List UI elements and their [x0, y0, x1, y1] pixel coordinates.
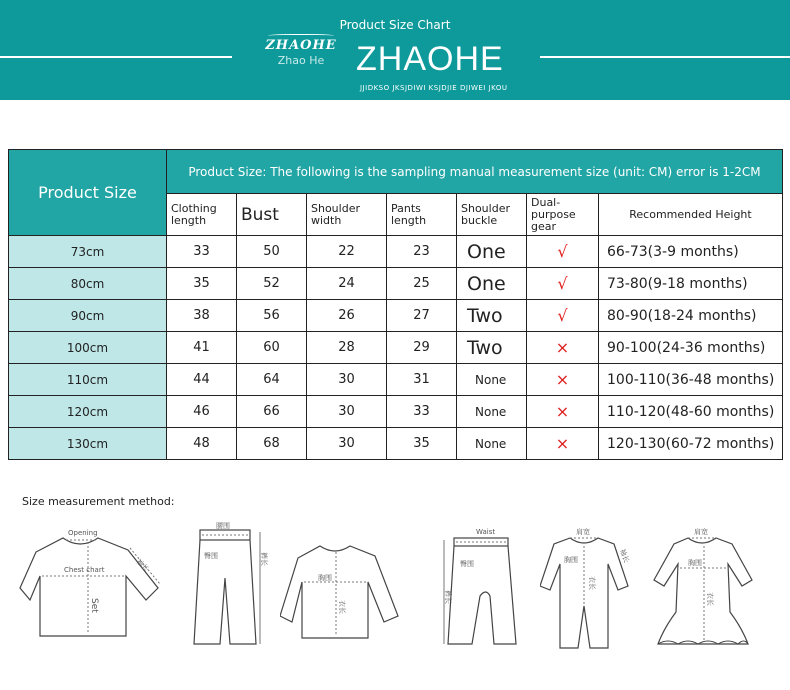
clothing-length-value: 41 — [167, 332, 237, 364]
table-row — [9, 236, 783, 268]
pants-length-value: 35 — [387, 428, 457, 460]
shoulder-width-value: 26 — [307, 300, 387, 332]
height-value: 80-90(18-24 months) — [599, 300, 783, 332]
bust-value: 50 — [237, 236, 307, 268]
banner-divider-left — [0, 56, 232, 58]
logo-text: ZHAOHE — [265, 38, 337, 53]
pants-length-value: 29 — [387, 332, 457, 364]
romper-label-shoulder: 肩宽 — [576, 528, 590, 536]
cross-icon: × — [527, 396, 599, 428]
col-header-recommended-height: Recommended Height — [599, 194, 783, 236]
tshirt-label-chest: Chest chart — [64, 566, 105, 574]
col-header-shoulder-width: Shoulder width — [307, 194, 387, 236]
pants-label-hip: 臀围 — [204, 552, 218, 560]
romper-label-length: 衣长 — [588, 576, 596, 590]
pants-length-value: 23 — [387, 236, 457, 268]
bust-value: 56 — [237, 300, 307, 332]
dress-label-length: 衣长 — [706, 592, 714, 606]
size-label: 110cm — [9, 364, 167, 396]
pants-length-value: 25 — [387, 268, 457, 300]
clothing-length-value: 44 — [167, 364, 237, 396]
table-note-row — [9, 150, 783, 194]
buckle-value: One — [457, 268, 527, 300]
romper-diagram-icon — [540, 526, 640, 654]
bust-value: 64 — [237, 364, 307, 396]
size-label: 90cm — [9, 300, 167, 332]
pants-label-length: 裤长 — [260, 552, 268, 566]
tshirt-label-length: Set — [89, 598, 99, 613]
table-row — [9, 428, 783, 460]
clothing-length-value: 33 — [167, 236, 237, 268]
check-icon: √ — [527, 300, 599, 332]
shoulder-width-value: 30 — [307, 396, 387, 428]
height-value: 66-73(3-9 months) — [599, 236, 783, 268]
size-label: 120cm — [9, 396, 167, 428]
clothing-length-value: 46 — [167, 396, 237, 428]
romper-label-chest: 胸围 — [564, 556, 578, 564]
bust-value: 68 — [237, 428, 307, 460]
tshirt-diagram-icon — [18, 528, 168, 643]
logo — [262, 38, 340, 72]
col-header-shoulder-buckle: Shoulder buckle — [457, 194, 527, 236]
table-row — [9, 332, 783, 364]
pants-label-waist: 腰围 — [216, 522, 230, 530]
chart-title: Product Size Chart — [339, 18, 451, 32]
tshirt-label-opening: Opening — [68, 529, 98, 537]
clothing-length-value: 48 — [167, 428, 237, 460]
clothing-length-value: 35 — [167, 268, 237, 300]
height-value: 90-100(24-36 months) — [599, 332, 783, 364]
brand-tagline: JJIDKSO JKSJDIWI KSJDJIE DJIWEI JKOU — [360, 84, 508, 92]
size-label: 80cm — [9, 268, 167, 300]
pants-length-value: 27 — [387, 300, 457, 332]
bust-value: 66 — [237, 396, 307, 428]
header-banner — [0, 0, 790, 100]
buckle-value: Two — [457, 300, 527, 332]
brand-name: ZHAOHE — [356, 40, 504, 78]
size-label: 100cm — [9, 332, 167, 364]
logo-subtext: Zhao He — [277, 54, 325, 67]
sweater-label-length: 衣长 — [338, 600, 346, 614]
sweater-label-chest: 胸围 — [318, 574, 332, 582]
size-table — [8, 149, 783, 460]
shoulder-width-value: 30 — [307, 428, 387, 460]
shorts-diagram-icon — [440, 526, 530, 651]
check-icon: √ — [527, 236, 599, 268]
buckle-value: None — [457, 396, 527, 428]
dress-label-shoulder: 肩宽 — [694, 528, 708, 536]
height-value: 110-120(48-60 months) — [599, 396, 783, 428]
shorts-label-length: 裤长 — [444, 590, 452, 604]
height-value: 73-80(9-18 months) — [599, 268, 783, 300]
pants-length-value: 33 — [387, 396, 457, 428]
table-row — [9, 396, 783, 428]
shoulder-width-value: 22 — [307, 236, 387, 268]
height-value: 100-110(36-48 months) — [599, 364, 783, 396]
size-label: 73cm — [9, 236, 167, 268]
shoulder-width-value: 28 — [307, 332, 387, 364]
tshirt-label-sleeve: 袖长 — [134, 557, 151, 574]
cross-icon: × — [527, 332, 599, 364]
table-row — [9, 300, 783, 332]
shoulder-width-value: 24 — [307, 268, 387, 300]
cross-icon: × — [527, 364, 599, 396]
size-label: 130cm — [9, 428, 167, 460]
shorts-label-waist: Waist — [476, 528, 496, 536]
method-title: Size measurement method: — [22, 495, 175, 508]
pants-length-value: 31 — [387, 364, 457, 396]
romper-label-sleeve: 袖长 — [618, 547, 631, 564]
buckle-value: None — [457, 428, 527, 460]
buckle-value: Two — [457, 332, 527, 364]
bust-value: 60 — [237, 332, 307, 364]
bust-value: 52 — [237, 268, 307, 300]
height-value: 120-130(60-72 months) — [599, 428, 783, 460]
col-header-bust: Bust — [237, 194, 307, 236]
buckle-value: One — [457, 236, 527, 268]
dress-diagram-icon — [648, 528, 773, 653]
shoulder-width-value: 30 — [307, 364, 387, 396]
pants-diagram-icon — [190, 522, 270, 652]
col-header-pants-length: Pants length — [387, 194, 457, 236]
corner-label: Product Size — [9, 150, 167, 236]
buckle-value: None — [457, 364, 527, 396]
clothing-length-value: 38 — [167, 300, 237, 332]
cross-icon: × — [527, 428, 599, 460]
table-row — [9, 268, 783, 300]
col-header-dual-purpose: Dual-purpose gear — [527, 194, 599, 236]
table-row — [9, 364, 783, 396]
dress-label-chest: 胸围 — [688, 559, 702, 567]
banner-divider-right — [540, 56, 790, 58]
sweater-diagram-icon — [280, 538, 420, 648]
shorts-label-hip: 臀围 — [460, 560, 474, 568]
measurement-note: Product Size: The following is the sampling manual measurement size (unit: CM) error is 1-2CM — [167, 150, 783, 194]
check-icon: √ — [527, 268, 599, 300]
col-header-clothing-length: Clothing length — [167, 194, 237, 236]
